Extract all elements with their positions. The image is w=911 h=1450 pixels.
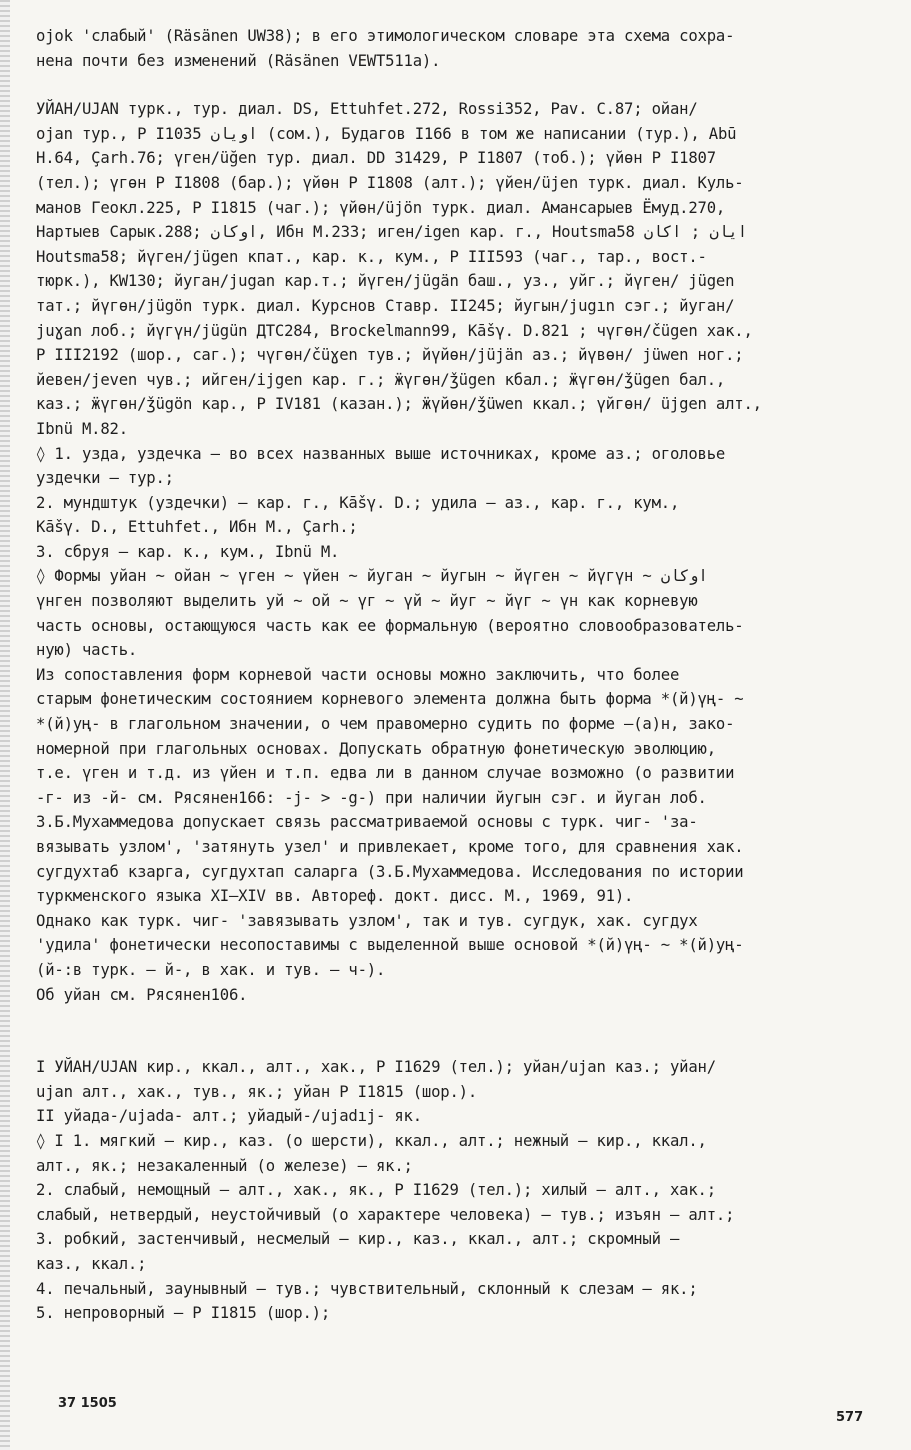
text-line: 'удила' фонетически несопоставимы с выделенной выше основой *(й)үң- ~ *(й)уң-	[36, 936, 744, 955]
text-line: ◊ I 1. мягкий – кир., каз. (о шерсти), ккал., алт.; нежный – кир., ккал.,	[36, 1131, 707, 1150]
text-line: алт., як.; незакаленный (о железе) – як.;	[36, 1156, 413, 1175]
text-line: (тел.); үгөн P I1808 (бар.); үйөн P I1808 (алт.); үйен/üjen турк. диал. Куль-	[36, 173, 744, 192]
text-line: каз.; ӝүгөн/ǯügön кар., P IV181 (казан.); ӝүйөн/ǯüwen ккал.; үйгөн/ üjgen алт.,	[36, 395, 762, 414]
text-line: ◊ Формы уйан ~ ойан ~ үген ~ үйен ~ йуган ~ йугын ~ йүген ~ йүгүн ~ اوكان	[36, 567, 708, 586]
text-line: тат.; йүгөн/jügön турк. диал. Курснов Ставр. II245; йугын/jugın сэг.; йуган/	[36, 296, 735, 315]
blank-line	[36, 1031, 886, 1055]
text-line: часть основы, остающуюся часть как ее формальную (вероятно словообразователь-	[36, 616, 744, 635]
text-line: З.Б.Мухаммедова допускает связь рассматриваемой основы с турк. чиг- 'за-	[36, 813, 698, 832]
text-line: Ibnü M.82.	[36, 419, 128, 438]
text-line: манов Геокл.225, P I1815 (чаг.); үйөн/üjön турк. диал. Амансарыев Ёмуд.270,	[36, 198, 726, 217]
text-line: Kāšγ. D., Ettuhfet., Ибн М., Çarh.;	[36, 518, 358, 537]
text-line: ojan тур., P I1035 اويان (сом.), Будагов I166 в том же написании (тур.), Abū	[36, 124, 737, 143]
text-line: Однако как турк. чиг- 'завязывать узлом', так и тув. сугдук, хак. сугдух	[36, 911, 698, 930]
text-line: 3. робкий, застенчивый, несмелый – кир., каз., ккал., алт.; скромный –	[36, 1230, 680, 1249]
text-line: слабый, нетвердый, неустойчивый (о характере человека) – тув.; изъян – алт.;	[36, 1205, 735, 1224]
text-line: каз., ккал.;	[36, 1254, 147, 1273]
text-line: УЙАН/UJAN турк., тур. диал. DS, Ettuhfet.272, Rossi352, Pav. C.87; ойан/	[36, 100, 698, 119]
text-line: вязывать узлом', 'затянуть узел' и привлекает, кроме того, для сравнения хак.	[36, 838, 744, 856]
page-binding-edge	[0, 0, 10, 1450]
text-line: ojok 'слабый' (Räsänen UW38); в его этимологическом словаре эта схема сохра-	[36, 27, 735, 45]
text-line: -г- из -й- см. Рясянен166: -j- > -g-) при наличии йугын сэг. и йуган лоб.	[36, 788, 707, 807]
page-number: 577	[836, 1410, 864, 1425]
blank-line	[36, 73, 886, 97]
text-line: старым фонетическим состоянием корневого элемента должна быть форма *(й)үң- ~	[36, 690, 744, 709]
text-line: juɣan лоб.; йүгүн/jügün ДТС284, Brockelmann99, Kāšγ. D.821 ; чүгөн/čügen хак.,	[36, 321, 753, 340]
text-line: үнген позволяют выделить уй ~ ой ~ үг ~ үй ~ йуг ~ йүг ~ үн как корневую	[36, 592, 698, 611]
text-line: (й-:в турк. – й-, в хак. и тув. – ч-).	[36, 960, 386, 979]
text-line: ujan алт., хак., тув., як.; уйан P I1815 (шор.).	[36, 1082, 478, 1101]
document-body	[36, 24, 886, 1326]
text-line: уздечки – тур.;	[36, 469, 174, 488]
text-line: P III2192 (шор., саг.); чүгөн/čüɣen тув.; йүйөн/jüjän аз.; йүвөн/ jüwen ног.;	[36, 346, 744, 365]
text-line: 5. непроворный – P I1815 (шор.);	[36, 1304, 331, 1323]
text-line: 4. печальный, заунывный – тув.; чувствительный, склонный к слезам – як.;	[36, 1279, 698, 1298]
text-line: I УЙАН/UJAN кир., ккал., алт., хак., P I1629 (тел.); уйан/ujan каз.; уйан/	[36, 1058, 716, 1077]
text-line: ную) часть.	[36, 641, 138, 660]
text-line: H.64, Çarh.76; үген/üğen тур. диал. DD 31429, P I1807 (тоб.); үйөн P I1807	[36, 149, 716, 168]
text-line: ◊ 1. узда, уздечка – во всех названных выше источниках, кроме аз.; оголовье	[36, 444, 726, 463]
text-line: 2. слабый, немощный – алт., хак., як., P I1629 (тел.); хилый – алт., хак.;	[36, 1181, 716, 1200]
text-line: 3. сбруя – кар. к., кум., Ibnü M.	[36, 542, 340, 561]
text-line: сугдухтаб кзарга, сугдухтап саларга (З.Б.Мухаммедова. Исследования по истории	[36, 862, 744, 881]
text-line: туркменского языка XI–XIV вв. Автореф. докт. дисс. М., 1969, 91).	[36, 887, 634, 906]
text-line: номерной при глагольных основах. Допускать обратную фонетическую эволюцию,	[36, 739, 716, 758]
text-line: нена почти без изменений (Räsänen VEWT511a).	[36, 51, 441, 70]
text-line: т.е. үген и т.д. из үйен и т.п. едва ли в данном случае возможно (о развитии	[36, 764, 735, 783]
text-line: *(й)уң- в глагольном значении, о чем правомерно судить по форме –(а)н, зако-	[36, 715, 735, 734]
text-line: II уйада-/ujada- алт.; уйадый-/ujadıj- як.	[36, 1107, 422, 1126]
text-line: Из сопоставления форм корневой части основы можно заключить, что более	[36, 665, 680, 684]
print-code: 37 1505	[58, 1396, 117, 1411]
text-line: Houtsma58; йүген/jügen кпат., кар. к., кум., P III593 (чаг., тар., вост.-	[36, 247, 707, 266]
text-line: Об уйан см. Рясянен106.	[36, 985, 248, 1004]
text-line: Нартыев Сарык.288; اوكان, Ибн М.233; иген/igen кар. г., Houtsma58 ایان ; اكان	[36, 223, 748, 242]
text-line: 2. мундштук (уздечки) – кар. г., Kāšγ. D.; удила – аз., кар. г., кум.,	[36, 493, 680, 512]
text-line: тюрк.), KW130; йуган/jugan кар.т.; йүген/jügän баш., уз., уйг.; йүген/ jügen	[36, 272, 735, 291]
text-line: йевен/jeven чув.; ийген/ijgen кар. г.; ӝүгөн/ǯügen кбал.; ӝүгөн/ǯügen бал.,	[36, 370, 726, 389]
blank-line	[36, 1007, 886, 1031]
